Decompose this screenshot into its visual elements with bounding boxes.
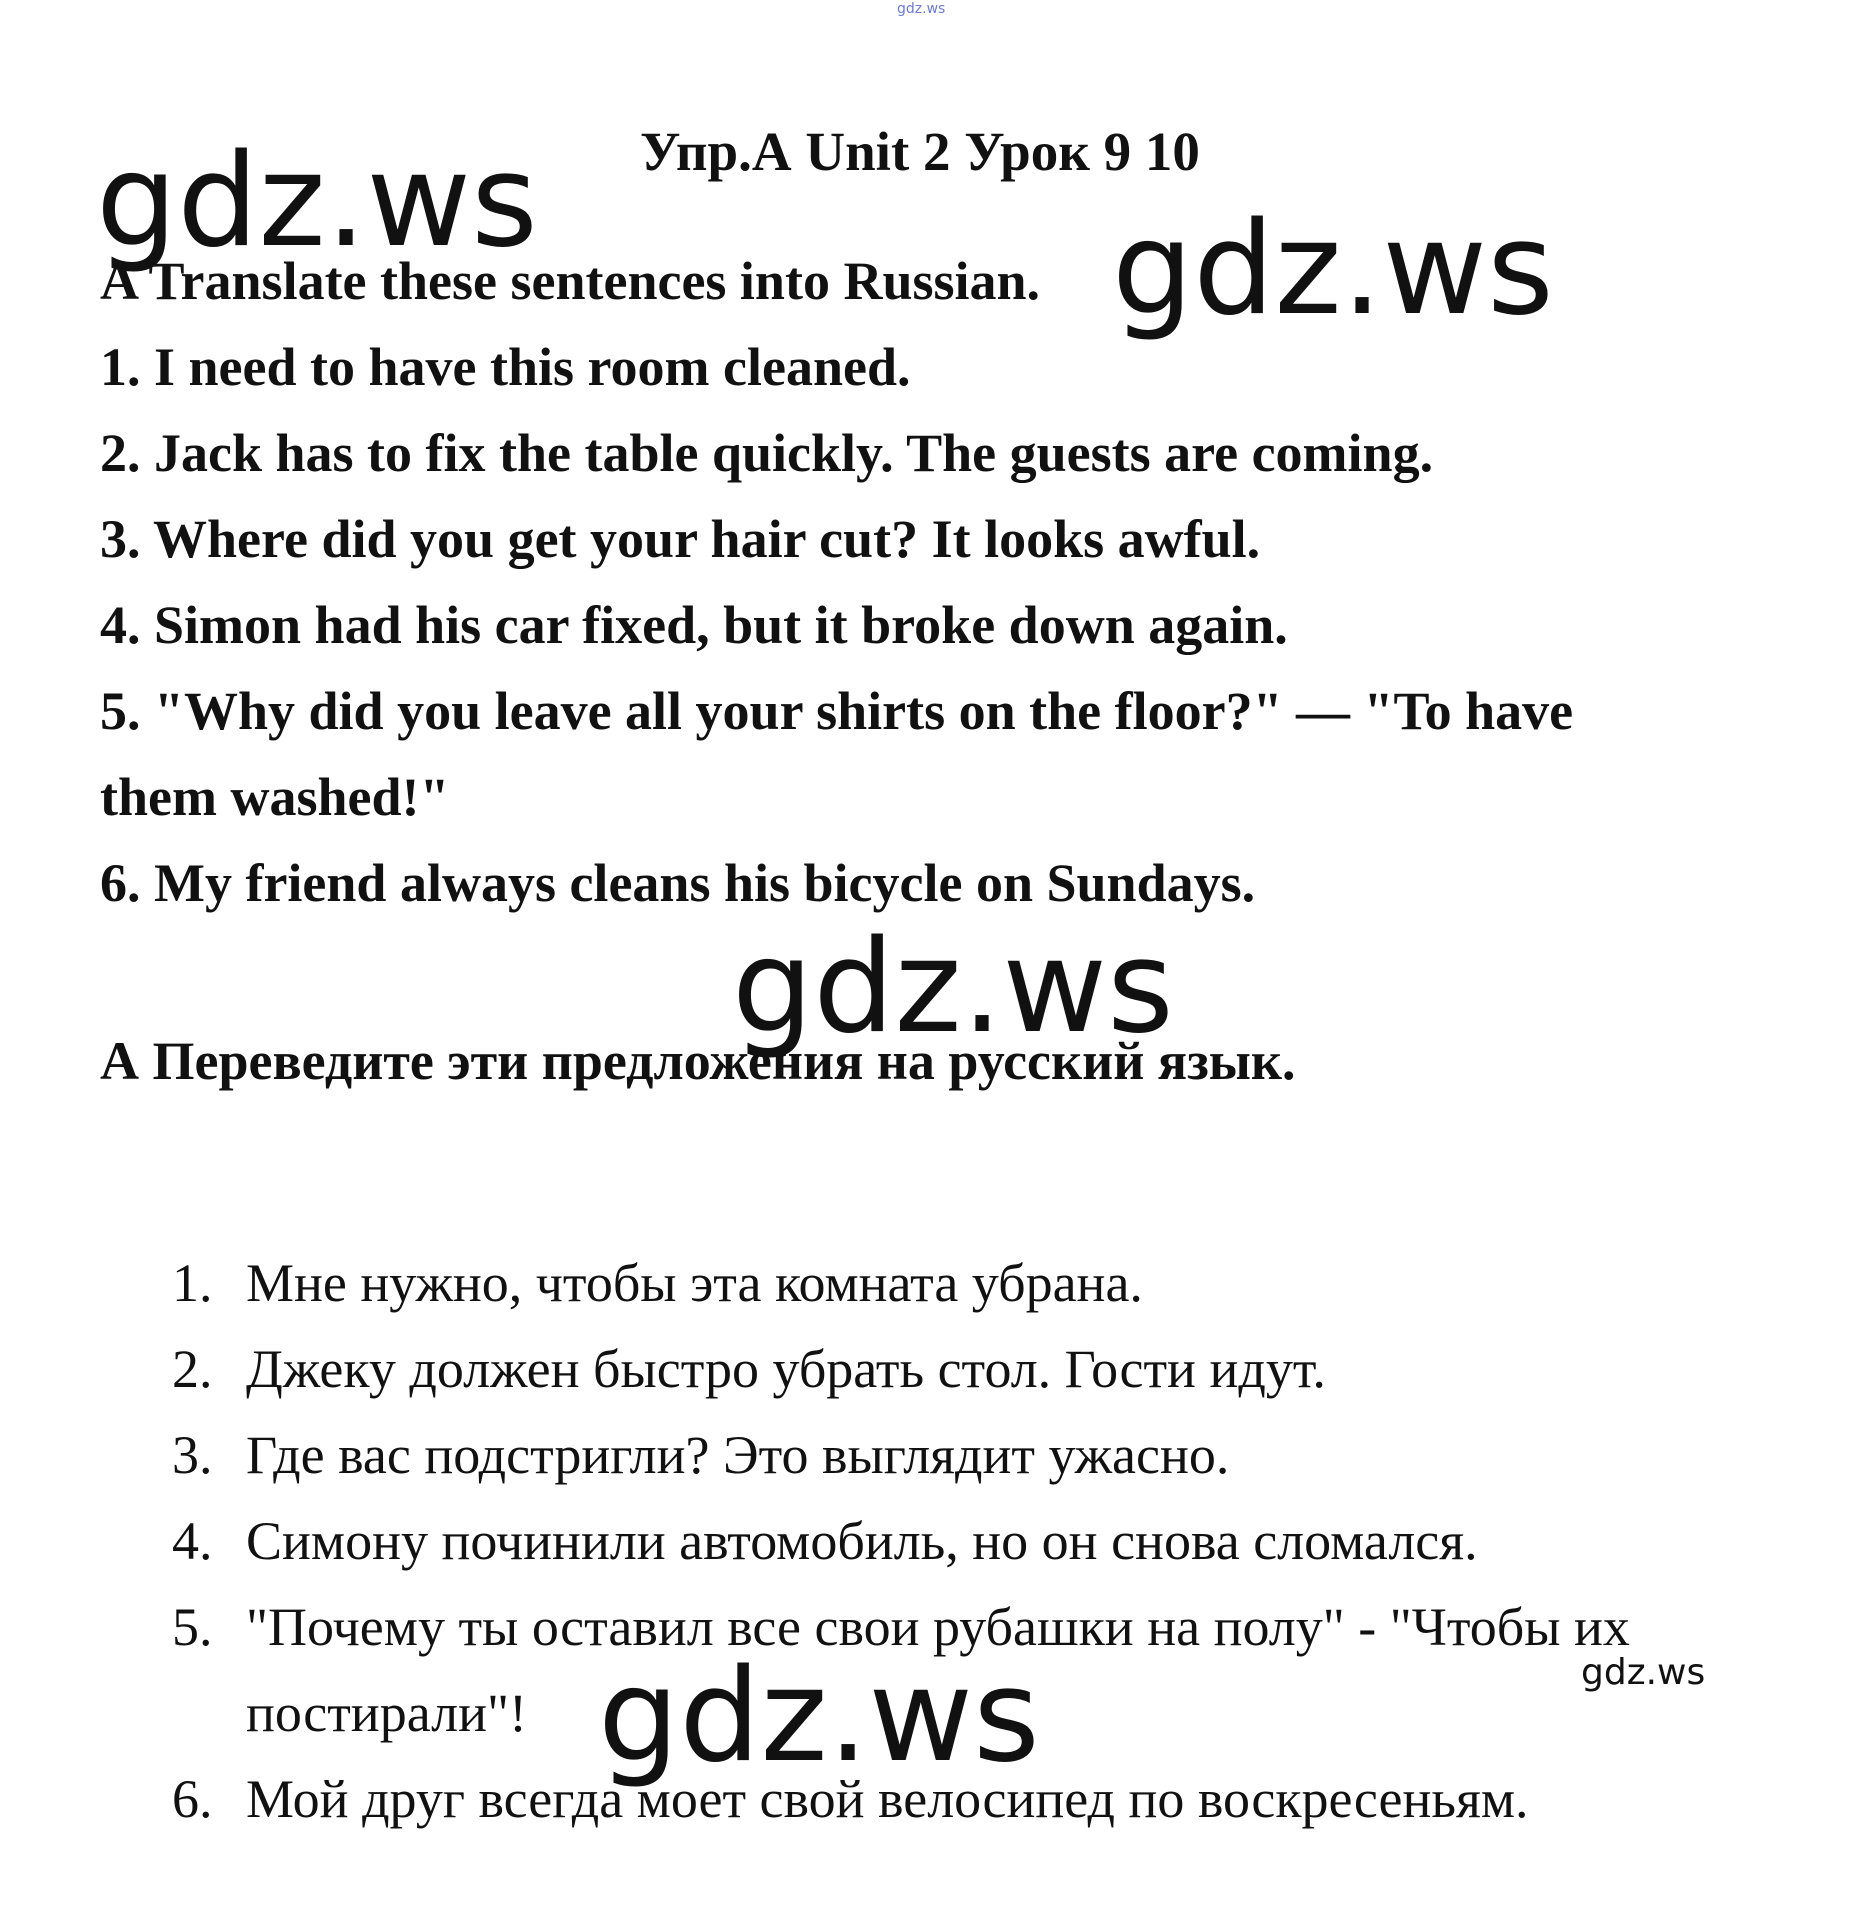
english-sentence: 3. Where did you get your hair cut? It looks awful. (100, 509, 1261, 569)
list-text: Джеку должен быстро убрать стол. Гости идут. (246, 1339, 1326, 1399)
list-text: Мне нужно, чтобы эта комната убрана. (246, 1253, 1143, 1313)
english-sentence: 6. My friend always cleans his bicycle on Sundays. (100, 853, 1256, 913)
english-heading: A Translate these sentences into Russian. (100, 251, 1041, 311)
english-sentence: 1. I need to have this room cleaned. (100, 337, 911, 397)
watermark-top: gdz.ws (897, 1, 946, 17)
list-number: 6. (172, 1769, 213, 1829)
watermark: gdz.ws (1112, 195, 1554, 344)
russian-heading: А Переведите эти предложения на русский язык. (100, 1031, 1296, 1091)
list-text: Мой друг всегда моет свой велосипед по воскресеньям. (246, 1769, 1529, 1829)
list-number: 2. (172, 1339, 213, 1399)
english-sentence: 4. Simon had his car fixed, but it broke down again. (100, 595, 1288, 655)
english-sentence: 5. "Why did you leave all your shirts on the floor?" — "To have (100, 681, 1574, 741)
english-sentence: 2. Jack has to fix the table quickly. The guests are coming. (100, 423, 1434, 483)
list-text: постирали"! (246, 1683, 528, 1743)
list-text: Где вас подстригли? Это выглядит ужасно. (246, 1425, 1230, 1485)
list-number: 1. (172, 1253, 213, 1313)
list-text: "Почему ты оставил все свои рубашки на полу" - "Чтобы их (246, 1597, 1630, 1657)
watermark-small: gdz.ws (1581, 1652, 1706, 1693)
page-title: Упр.А Unit 2 Урок 9 10 (640, 121, 1200, 182)
english-sentence-continued: them washed!" (100, 767, 450, 827)
list-number: 4. (172, 1511, 213, 1571)
list-number: 5. (172, 1597, 213, 1657)
list-number: 3. (172, 1425, 213, 1485)
watermark: gdz.ws (96, 127, 538, 276)
list-text: Симону починили автомобиль, но он снова сломался. (246, 1511, 1478, 1571)
watermark: gdz.ws (598, 1642, 1040, 1791)
watermark: gdz.ws (732, 913, 1174, 1062)
